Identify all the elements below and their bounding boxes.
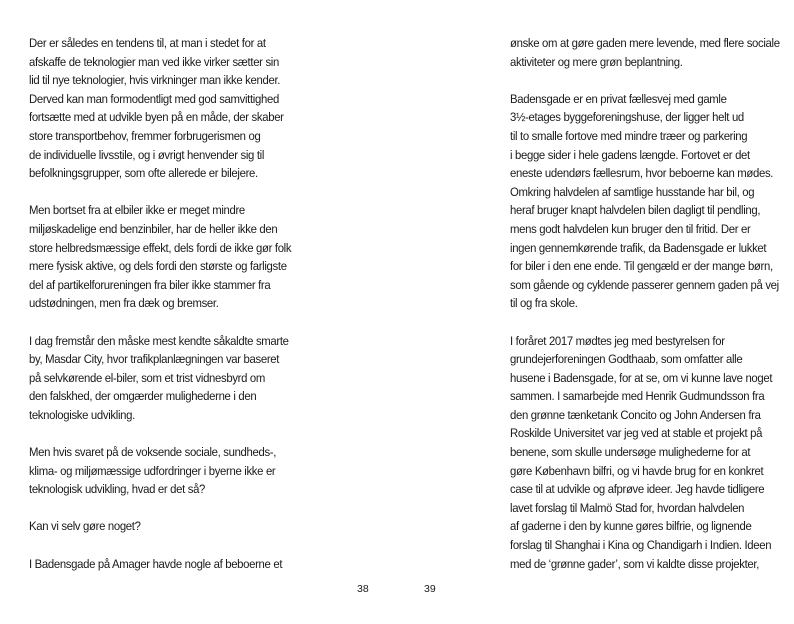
- paragraph: [29, 332, 329, 425]
- text-line: Omkring halvdelen af samtlige husstande har bil, og: [510, 184, 755, 199]
- text-line: den grønne tænketank Concito og John Andersen fra: [510, 407, 761, 422]
- text-line: store transportbehov, fremmer forbrugerismen og: [29, 128, 261, 143]
- text-line: grundejerforeningen Godthaab, som omfatter alle: [510, 352, 743, 367]
- text-line: med de ‘grønne gader’, som vi kaldte disse projekter,: [510, 556, 760, 571]
- paragraph: [29, 34, 329, 183]
- left-page-body: [29, 34, 329, 592]
- text-line: I Badensgade på Amager havde nogle af beboerne et: [29, 556, 283, 571]
- paragraph: [510, 332, 794, 574]
- text-line: klima- og miljømæssige udfordringer i byerne ikke er: [29, 463, 276, 478]
- text-line: Men hvis svaret på de voksende sociale, sundheds-,: [29, 445, 277, 460]
- text-line: udstødningen, men fra dæk og bremser.: [29, 296, 219, 311]
- text-line: til to smalle fortove med mindre træer og parkering: [510, 128, 748, 143]
- text-line: befolkningsgrupper, som ofte allerede er bilejere.: [29, 166, 258, 181]
- right-page-body: [510, 34, 794, 592]
- text-line: afskaffe de teknologier man ved ikke virker sætter sin: [29, 54, 279, 69]
- paragraph: [510, 34, 794, 71]
- text-line: lavet forslag til Malmö Stad for, hvordan halvdelen: [510, 500, 745, 515]
- text-line: af gaderne i den by kunne gøres bilfrie, og lignende: [510, 519, 752, 534]
- paragraph: [29, 555, 329, 574]
- text-line: case til at udvikle og afprøve ideer. Jeg havde tidligere: [510, 482, 765, 497]
- text-line: benene, som skulle undersøge mulighederne for at: [510, 445, 751, 460]
- text-line: I foråret 2017 mødtes jeg med bestyrelsen for: [510, 333, 725, 348]
- page-number-left: 38: [357, 583, 369, 595]
- text-line: som gående og cyklende passerer gennem gaden på vej: [510, 277, 779, 292]
- paragraph: [29, 443, 329, 499]
- text-line: I dag fremstår den måske mest kendte såkaldte smarte: [29, 333, 289, 348]
- text-line: husene i Badensgade, for at se, om vi kunne lave noget: [510, 370, 773, 385]
- text-line: lid til nye teknologier, hvis virkninger man ikke kender.: [29, 73, 281, 88]
- text-line: Men bortset fra at elbiler ikke er meget mindre: [29, 203, 245, 218]
- text-line: teknologiske udvikling.: [29, 407, 135, 422]
- text-line: del af partikelforureningen fra biler ikke stammer fra: [29, 277, 271, 292]
- text-line: gøre København bilfri, og vi havde brug for en konkret: [510, 463, 764, 478]
- text-line: i begge sider i hele gadens længde. Fortovet er det: [510, 147, 750, 162]
- paragraph: [29, 201, 329, 313]
- text-line: på selvkørende el-biler, som et trist vidnesbyrd om: [29, 370, 266, 385]
- text-line: 3½-etages byggeforeningshuse, der ligger helt ud: [510, 110, 744, 125]
- text-line: teknologisk udvikling, hvad er det så?: [29, 482, 206, 497]
- text-line: forslag til Shanghai i Kina og Chandigarh i Indien. Ideen: [510, 538, 772, 553]
- text-line: sammen. I samarbejde med Henrik Gudmundsson fra: [510, 389, 765, 404]
- text-line: store helbredsmæssige effekt, dels fordi de ikke gør folk: [29, 240, 292, 255]
- text-line: til og fra skole.: [510, 296, 578, 311]
- text-line: mere fysisk aktive, og dels fordi den største og farligste: [29, 259, 287, 274]
- text-line: Badensgade er en privat fællesvej med gamle: [510, 91, 727, 106]
- text-line: fortsætte med at udvikle byen på en måde, der skaber: [29, 110, 284, 125]
- text-line: for biler i den ene ende. Til gengæld er der mange børn,: [510, 259, 773, 274]
- text-line: miljøskadelige end benzinbiler, har de heller ikke den: [29, 221, 278, 236]
- page-number-right: 39: [424, 583, 436, 595]
- text-line: ønske om at gøre gaden mere levende, med flere sociale: [510, 36, 780, 50]
- text-line: ingen gennemkørende trafik, da Badensgade er lukket: [510, 240, 767, 255]
- text-line: Der er således en tendens til, at man i stedet for at: [29, 36, 266, 50]
- paragraph: [29, 517, 329, 536]
- text-line: eneste udendørs fællesrum, hvor beboerne kan mødes.: [510, 166, 774, 181]
- text-line: mens godt halvdelen kun bruger den til fritid. Der er: [510, 221, 751, 236]
- text-line: de individuelle livsstile, og i øvrigt henvender sig til: [29, 147, 265, 162]
- text-line: by, Masdar City, hvor trafikplanlægningen var baseret: [29, 352, 280, 367]
- paragraph: [510, 90, 794, 313]
- text-line: Kan vi selv gøre noget?: [29, 519, 141, 534]
- text-line: aktiviteter og mere grøn beplantning.: [510, 54, 683, 69]
- text-line: Derved kan man formodentligt med god samvittighed: [29, 91, 279, 106]
- text-line: heraf bruger knapt halvdelen bilen dagligt til pendling,: [510, 203, 761, 218]
- text-line: den falskhed, der omgærder mulighederne i den: [29, 389, 257, 404]
- text-line: Roskilde Universitet var jeg ved at stable et projekt på: [510, 426, 763, 441]
